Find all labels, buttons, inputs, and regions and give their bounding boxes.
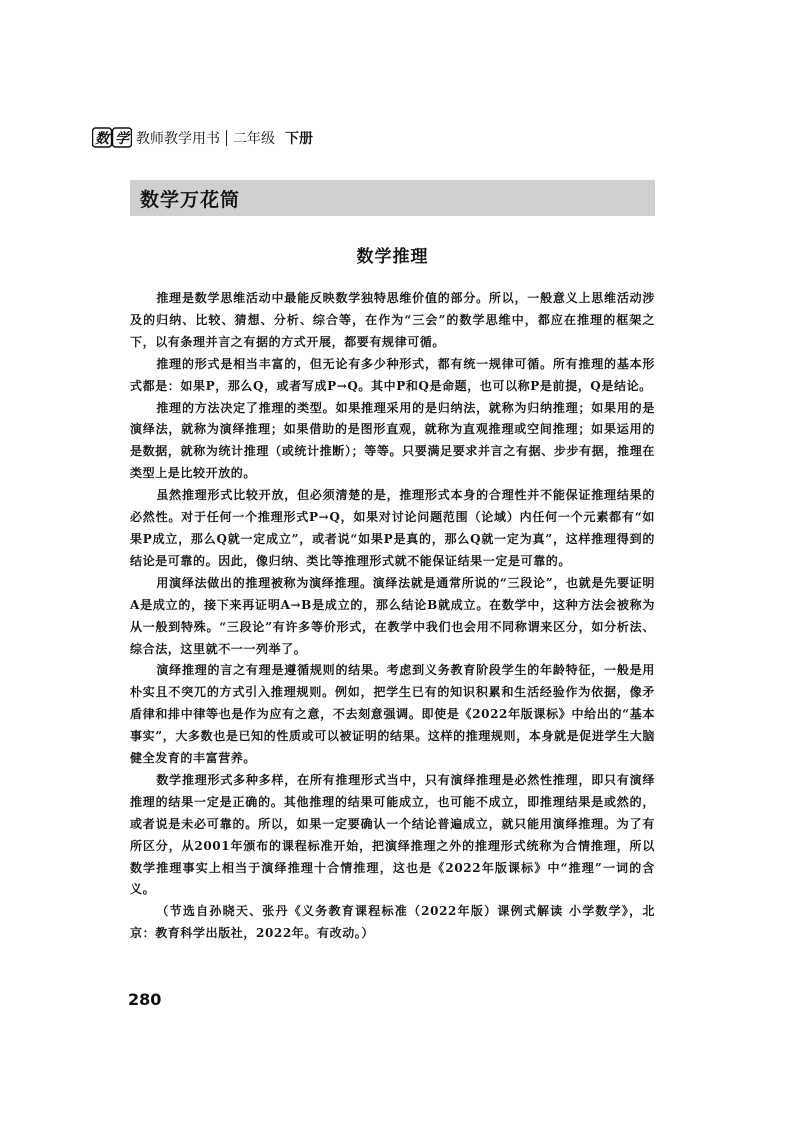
paragraph: 演绎推理的言之有理是遵循规则的结果。考虑到义务教育阶段学生的年龄特征，一般是用朴实且不突兀的方式引入推理规则。例如，把学生已有的知识积累和生活经验作为依据，像矛盾律和排中律等也是作为应有之意，不去刻意强调。即使是《2022年版课标》中给出的“基本事实”，大多数也是已知的性质或可以被证明的结果。这样的推理规则，本身就是促进学生大脑健全发育的丰富营养。 bbox=[130, 663, 655, 766]
paragraph: 用演绎法做出的推理被称为演绎推理。演绎法就是通常所说的“三段论”，也就是先要证明A是成立的，接下来再证明A→B是成立的，那么结论B就成立。在数学中，这种方法会被称为从一般到特殊。“三段论”有许多等价形式，在教学中我们也会用不同称谓来区分，如分析法、综合法，这里就不一一列举了。 bbox=[130, 575, 655, 656]
volume-label: 下册 bbox=[285, 131, 313, 147]
article-title: 数学推理 bbox=[356, 247, 429, 267]
page-number: 280 bbox=[128, 990, 162, 1009]
paragraph: 推理的形式是相当丰富的，但无论有多少种形式，都有统一规律可循。所有推理的基本形式都是：如果P，那么Q，或者写成P→Q。其中P和Q是命题，也可以称P是前提，Q是结论。 bbox=[130, 356, 655, 393]
paragraph: 数学推理形式多种多样，在所有推理形式当中，只有演绎推理是必然性推理，即只有演绎推理的结果一定是正确的。其他推理的结果可能成立，也可能不成立，即推理结果是或然的，或者说是未必可靠的。所以，如果一定要确认一个结论普遍成立，就只能用演绎推理。为了有所区分，从2001年颁布的课程标准开始，把演绎推理之外的推理形式统称为合情推理，所以数学推理事实上相当于演绎推理十合情推理，这也是《2022年版课标》中“推理”一词的含义。 bbox=[130, 772, 655, 897]
svg-text:学: 学 bbox=[115, 131, 129, 147]
book-title: 教师教学用书 bbox=[136, 131, 220, 147]
series-logo-icon bbox=[92, 127, 132, 149]
grade-label: 二年级 bbox=[233, 131, 275, 147]
paragraph: 推理的方法决定了推理的类型。如果推理采用的是归纳法，就称为归纳推理；如果用的是演绎法，就称为演绎推理；如果借助的是图形直观，就称为直观推理或空间推理；如果运用的是数据，就称为统计推理（或统计推断）；等等。只要满足要求并言之有据、步步有据，推理在类型上是比较开放的。 bbox=[130, 400, 655, 481]
section-banner bbox=[130, 180, 655, 216]
paragraph: 推理是数学思维活动中最能反映数学独特思维价值的部分。所以，一般意义上思维活动涉及的归纳、比较、猜想、分析、综合等，在作为“三会”的数学思维中，都应在推理的框架之下，以有条理并言之有据的方式开展，都要有规律可循。 bbox=[130, 291, 655, 349]
section-title: 数学万花筒 bbox=[140, 188, 241, 211]
series-logo bbox=[92, 127, 132, 149]
source-citation: （节选自孙晓天、张丹《义务教育课程标准（2022年版）课例式解读 小学数学》，北京：教育科学出版社，2022年。有改动。） bbox=[130, 904, 655, 941]
paragraph: 虽然推理形式比较开放，但必须清楚的是，推理形式本身的合理性并不能保证推理结果的必然性。对于任何一个推理形式P→Q，如果对讨论问题范围（论域）内任何一个元素都有“如果P成立，那么Q就一定成立”，或者说“如果P是真的，那么Q就一定为真”，这样推理得到的结论是可靠的。因此，像归纳、类比等推理形式就不能保证结果一定是可靠的。 bbox=[130, 488, 655, 568]
running-header bbox=[92, 126, 313, 150]
article-body bbox=[130, 288, 655, 945]
svg-text:数: 数 bbox=[95, 131, 109, 147]
header-divider bbox=[226, 130, 227, 146]
